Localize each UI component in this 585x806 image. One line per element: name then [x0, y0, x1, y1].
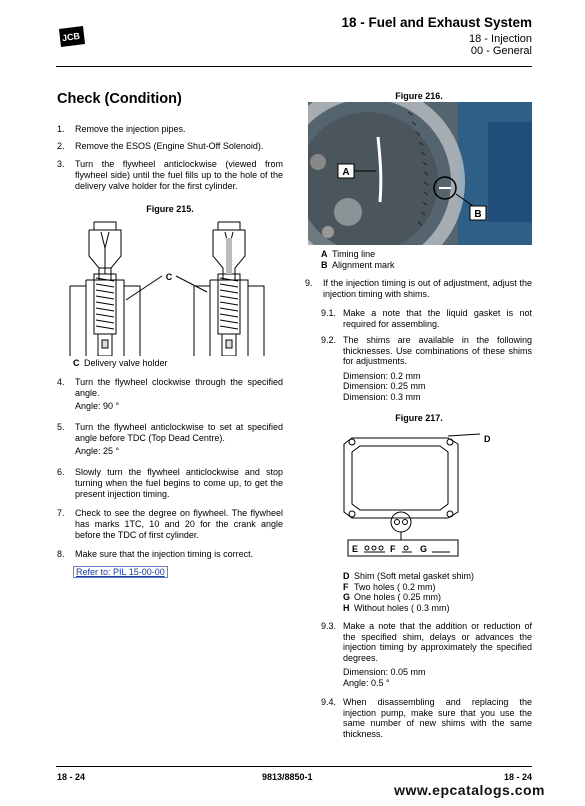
footer-page-right: 18 - 24 — [503, 772, 532, 782]
footer-rule — [56, 766, 532, 767]
refer-to-link[interactable]: Refer to: PIL 15-00-00 — [73, 566, 168, 578]
step-8: 8. Make sure that the injection timing is correct. — [57, 549, 254, 559]
figure-216-callout-a: A — [342, 167, 350, 178]
step-7: 7. Check to see the degree on flywheel. The flywheel has marks 1TC, 10 and 20 for the crank angle before the TDC of first cylinder. — [57, 508, 283, 540]
section-heading: Check (Condition) — [57, 91, 182, 107]
step-6: 6. Slowly turn the flywheel anticlockwise and stop turning when the fuel begins to come up, to get the present injection timing. — [57, 467, 283, 499]
jcb-logo — [56, 25, 86, 48]
figure-217-callout-d: D — [484, 434, 491, 444]
header-rule — [56, 66, 532, 67]
chapter-title: 18 - Fuel and Exhaust System — [341, 15, 532, 30]
watermark: www.epcatalogs.com — [394, 782, 545, 798]
footer-page-left: 18 - 24 — [57, 772, 86, 782]
figure-217-diagram — [340, 428, 500, 560]
step-2: 2. Remove the ESOS (Engine Shut-Off Solenoid). — [57, 141, 264, 151]
figure-216-photo — [308, 102, 532, 245]
step-3: 3. Turn the flywheel anticlockwise (viewed from flywheel side) until the fuel fills up to the hole of the delivery valve holder for the first cylinder. — [57, 159, 283, 191]
figure-217-caption: Figure 217. — [395, 413, 443, 423]
svg-text:JCB: JCB — [61, 30, 81, 44]
figure-215-caption: Figure 215. — [146, 204, 194, 214]
figure-217-legend: D Shim (Soft metal gasket shim) F Two holes ( 0.2 mm) G One holes ( 0.25 mm) H Without holes ( 0.3 mm) — [343, 571, 475, 613]
step-9-3: 9.3. Make a note that the addition or reduction of the specified shim, delays or advances the injection timing by approximately the specified degrees. Dimension: 0.05 mm Angle: 0.5 ° — [321, 621, 532, 688]
figure-217-strip-f: F — [390, 544, 396, 554]
figure-215-callout-c: C — [165, 272, 173, 282]
figure-215-legend: C Delivery valve holder — [73, 358, 168, 368]
figure-216-legend: A Timing line B Alignment mark — [321, 249, 395, 270]
figure-217-strip-e: E — [352, 544, 359, 554]
footer-doc-number: 9813/8850-1 — [262, 772, 313, 782]
step-9-1: 9.1. Make a note that the liquid gasket is not required for assembling. — [321, 308, 532, 329]
section-subtitle: 18 - Injection 00 - General — [469, 33, 532, 57]
step-4: 4. Turn the flywheel clockwise through the specified angle. Angle: 90 ° — [57, 377, 283, 411]
step-1: 1. Remove the injection pipes. — [57, 124, 186, 134]
step-9-2: 9.2. The shims are available in the following thicknesses. Use combinations of these shims for adjustments. Dimension: 0.2 mm Dimension: 0.25 mm Dimension: 0.3 mm — [321, 335, 532, 402]
step-9: 9. If the injection timing is out of adjustment, adjust the injection timing with shims. — [305, 278, 532, 299]
step-5: 5. Turn the flywheel anticlockwise to set at specified angle before TDC (Top Dead Centre). Angle: 25 ° — [57, 422, 283, 456]
figure-217-strip-g: G — [420, 544, 428, 554]
figure-216-caption: Figure 216. — [395, 91, 443, 101]
figure-216-callout-b: B — [474, 209, 482, 220]
figure-215-diagram — [64, 218, 279, 356]
step-9-4: 9.4. When disassembling and replacing the injection pump, make sure that you use the same number of new shims with the same thickness. — [321, 697, 532, 739]
